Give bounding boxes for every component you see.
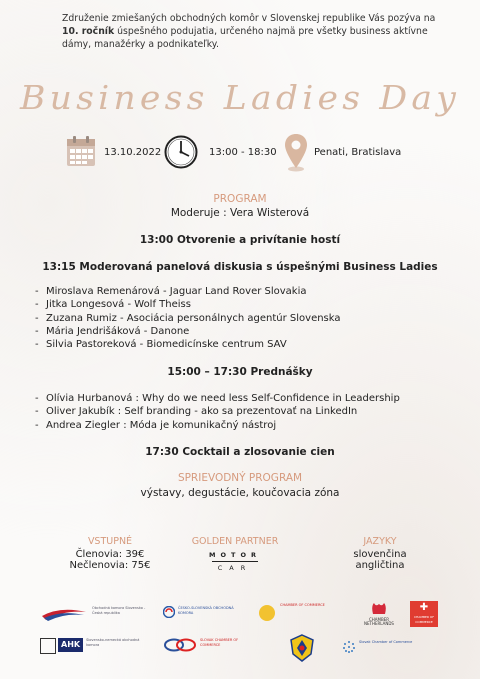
sponsor-logo: ✚ CHAMBER OF COMMERCE [410, 601, 438, 627]
sponsor-logo: CHAMBER OF COMMERCE [257, 603, 327, 623]
event-title: Business Ladies Day [19, 78, 461, 117]
tickets-members: Členovia: 39€ [75, 549, 145, 560]
sponsor-logo: SLOVAK CHAMBER OF COMMERCE [163, 638, 243, 652]
languages-heading: JAZYKY [363, 536, 397, 547]
event-place: Penati, Bratislava [314, 147, 402, 158]
talks-heading: 15:00 – 17:30 Prednášky [167, 366, 313, 378]
tickets-heading: VSTUPNÉ [87, 536, 133, 547]
list-item: - Olívia Hurbanová : Why do we need less Self-Confidence in Leadership [35, 393, 400, 404]
tickets-block [45, 536, 175, 571]
panel-heading: 13:15 Moderovaná panelová diskusia s úspešnými Business Ladies [42, 261, 438, 273]
side-program-heading: SPRIEVODNÝ PROGRAM [177, 472, 303, 484]
panel-list [35, 285, 465, 351]
tulip-icon [369, 602, 389, 616]
language-item: slovenčina [353, 549, 407, 560]
swiss-cross-icon: ✚ [419, 602, 429, 613]
intro-text: Združenie zmiešaných obchodných komôr v Slovenskej republike Vás pozýva na 10. ročník úspešného podujatia, určeného najmä pre všetky business aktívne dámy, manažérky a podnikateľky. [62, 13, 436, 50]
sponsor-logo: AHK Slovensko-nemecká obchodná komora [40, 638, 150, 654]
linked-rings-icon [163, 638, 197, 652]
moderator-line: Moderuje : Vera Wisterová [170, 207, 310, 219]
list-item: - Silvia Pastoreková - Biomedicínske centrum SAV [35, 339, 287, 351]
crest-icon [290, 634, 314, 662]
sponsor-logos-row-1 [0, 600, 480, 630]
event-info-bar [0, 132, 480, 178]
list-item: - Oliver Jakubík : Self branding - ako sa prezentovať na LinkedIn [35, 406, 358, 418]
event-date: 13.10.2022 [104, 147, 162, 158]
swirl-emblem-icon [257, 603, 277, 623]
location-pin-icon [284, 133, 308, 173]
sponsor-logo: Slovak Chamber of Commerce [342, 640, 442, 654]
list-item: - Zuzana Rumiz - Asociácia personálnych agentúr Slovenska [35, 312, 341, 324]
partner-block [175, 536, 295, 572]
chamber-emblem-icon [163, 606, 175, 618]
talks-list [35, 392, 465, 432]
opening-line: 13:00 Otvorenie a privítanie hostí [139, 234, 341, 246]
partner-heading: GOLDEN PARTNER [191, 536, 279, 547]
sponsor-logos-row-2 [0, 634, 480, 666]
calendar-icon [66, 135, 96, 167]
sponsor-logo: CHAMBER NETHERLANDS [354, 602, 404, 627]
partner-logo: MOTOR CAR [209, 551, 261, 572]
list-item: - Mária Jendrišáková - Danone [35, 325, 190, 337]
languages-block [315, 536, 445, 571]
clock-icon [164, 135, 198, 169]
flag-outline-icon [40, 638, 56, 654]
flag-swoosh-icon [40, 606, 88, 622]
list-item: - Andrea Ziegler : Móda je komunikačný nástroj [35, 419, 277, 431]
tickets-nonmembers: Nečlenovia: 75€ [69, 560, 151, 571]
list-item: - Miroslava Remenárová - Jaguar Land Rover Slovakia [35, 286, 307, 297]
cocktail-line: 17:30 Cocktail a zlosovanie cien [145, 446, 335, 458]
side-program-text: výstavy, degustácie, koučovacia zóna [140, 487, 340, 499]
sponsor-logo: ČESKO-SLOVENSKÁ OBCHODNÁ KOMORA [163, 606, 243, 618]
event-time: 13:00 - 18:30 [209, 147, 277, 158]
language-item: angličtina [355, 560, 405, 571]
sponsor-logo [290, 634, 314, 664]
list-item: - Jitka Longesová - Wolf Theiss [35, 299, 191, 311]
program-heading: PROGRAM [213, 193, 267, 205]
sponsor-logo: Obchodná komora Slovensko - Česká republika [40, 606, 148, 622]
dotted-globe-icon [342, 640, 356, 654]
